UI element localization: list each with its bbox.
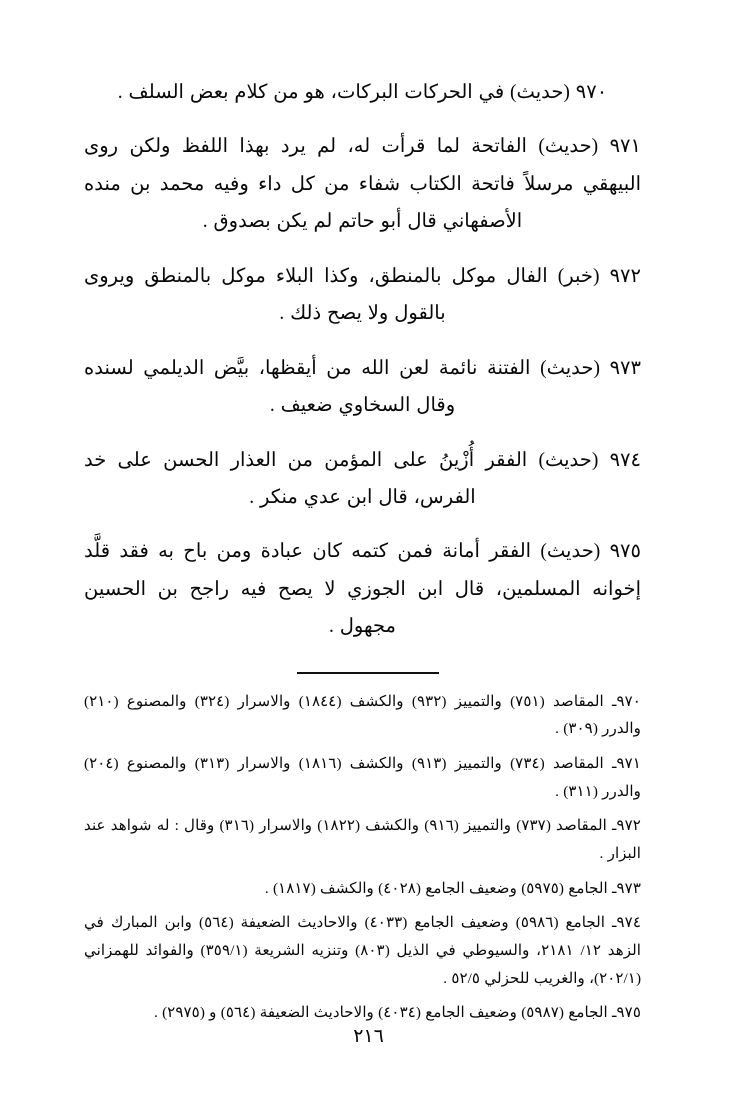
- hadith-entry: ٩٧٠ (حديث) في الحركات البركات، هو من كلام بعض السلف .: [117, 82, 608, 103]
- footnote-item: ٩٧٥ـ الجامع (٥٩٨٧) وضعيف الجامع (٤٠٣٤) والاحاديث الضعيفة (٥٦٤) و (٢٩٧٥) .: [154, 1004, 641, 1022]
- footnote-separator-rule: [297, 672, 439, 674]
- footnote-item: ٩٧٢ـ المقاصد (٧٣٧) والتمييز (٩١٦) والكشف (١٨٢٢) والاسرار (٣١٦) وقال : له شواهد عند البزار .: [84, 817, 641, 862]
- main-text-block: [84, 74, 641, 646]
- hadith-entry: ٩٧٣ (حديث) الفتنة نائمة لعن الله من أيقظها، بيَّض الديلمي لسنده وقال السخاوي ضعيف .: [84, 357, 641, 417]
- hadith-entry: ٩٧٥ (حديث) الفقر أمانة فمن كتمه كان عبادة ومن باح به فقد قلَّد إخوانه المسلمين، قال ابن الجوزي لا يصح فيه راجح بن الحسين مجهول .: [84, 541, 641, 638]
- page-number: ٢١٦: [353, 1026, 384, 1047]
- footnote-item: ٩٧١ـ المقاصد (٧٣٤) والتمييز (٩١٣) والكشف (١٨١٦) والاسرار (٣١٣) والمصنوع (٢٠٤) والدرر (٣١١) .: [84, 755, 641, 800]
- hadith-entry: ٩٧١ (حديث) الفاتحة لما قرأت له، لم يرد بهذا اللفظ ولكن روى البيهقي مرسلاً فاتحة الكتاب شفاء من كل داء وفيه محمد بن منده الأصفهاني قال أبو حاتم لم يكن بصدوق .: [84, 136, 641, 233]
- footnote-item: ٩٧٠ـ المقاصد (٧٥١) والتمييز (٩٣٢) والكشف (١٨٤٤) والاسرار (٣٢٤) والمصنوع (٢١٠) والدرر (٣٠٩) .: [84, 692, 641, 738]
- hadith-entry: ٩٧٤ (حديث) الفقر أُزْينُ على المؤمن من العذار الحسن على خد الفرس، قال ابن عدي منكر .: [84, 449, 641, 508]
- footnotes-block: [84, 688, 641, 1027]
- hadith-entry: ٩٧٢ (خبر) الفال موكل بالمنطق، وكذا البلاء موكل بالمنطق ويروى بالقول ولا يصح ذلك .: [84, 265, 641, 325]
- footnote-item: ٩٧٣ـ الجامع (٥٩٧٥) وضعيف الجامع (٤٠٢٨) والكشف (١٨١٧) .: [264, 879, 641, 897]
- footnote-item: ٩٧٤ـ الجامع (٥٩٨٦) وضعيف الجامع (٤٠٣٣) والاحاديث الضعيفة (٥٦٤) وابن المبارك في الزهد ١٢/ ٢١٨١، والسيوطي في الذيل (٨٠٣) وتنزيه الشريعة (٣٥٩/١) والفوائد للهمزاني (٢٠٢/١)، والغريب للحزلي ٥٢/٥ .: [84, 914, 641, 987]
